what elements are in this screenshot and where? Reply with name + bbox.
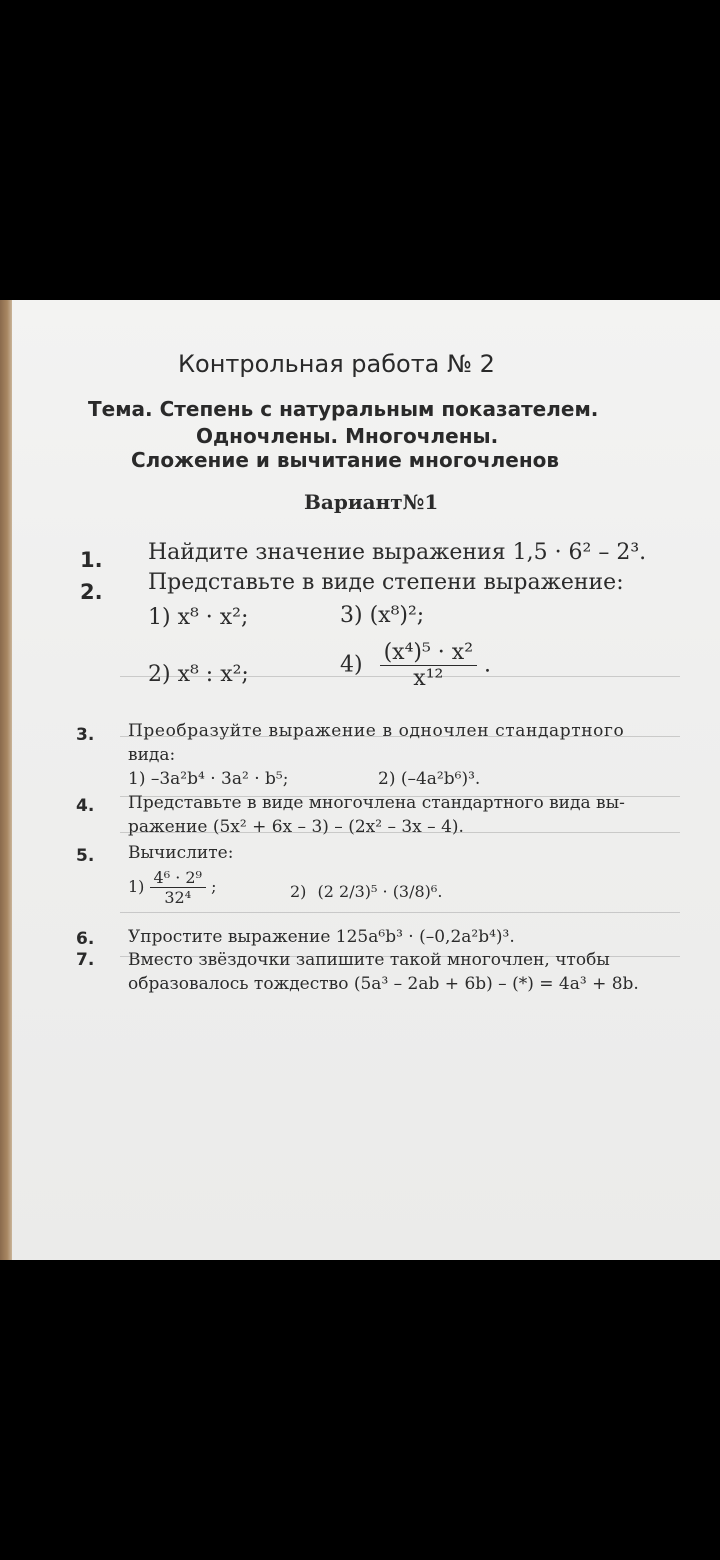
fraction-denominator: 32⁴ xyxy=(164,888,192,907)
task-2-item-2: 2) x⁸ : x²; xyxy=(148,662,249,687)
task-1-number: 1. xyxy=(80,548,103,572)
task-2-item-1: 1) x⁸ · x²; xyxy=(148,605,249,630)
task-2-item-3: 3) (x⁸)²; xyxy=(340,603,425,628)
topic-line-1: Тема. Степень с натуральным показателем. xyxy=(88,397,599,421)
task-2-item-4: 4) $\frac{\text{(x⁴)⁵ · x²}}{\text{x¹²}}$ . xyxy=(340,640,492,691)
task-7-line-2: образовалось тождество (5a³ – 2ab + 6b) – (*) = 4a³ + 8b. xyxy=(128,974,639,994)
task-5-item-2 xyxy=(290,882,442,901)
task-2-number: 2. xyxy=(80,580,103,604)
task-5-number: 5. xyxy=(76,846,95,866)
task-3-item-2: 2) (–4a²b⁶)³. xyxy=(378,769,481,789)
fraction-numerator: 4⁶ · 2⁹ xyxy=(150,868,206,888)
fraction-denominator: x¹² xyxy=(413,666,444,691)
topic-line-3: Сложение и вычитание многочленов xyxy=(131,448,560,472)
task-5-item-2-expression: (2 2/3)⁵ · (3/8)⁶. xyxy=(317,882,443,901)
task-5-item-2-label: 2) xyxy=(290,882,307,901)
task-3-line-2: вида: xyxy=(128,745,176,765)
task-2-item-4-label: 4) xyxy=(340,652,363,678)
task-5-item-1-label: 1) xyxy=(128,877,145,896)
task-3-line-1: Преобразуйте выражение в одночлен стандартного xyxy=(128,721,625,741)
fraction-numerator: (x⁴)⁵ · x² xyxy=(380,640,477,666)
task-6-number: 6. xyxy=(76,929,95,949)
task-5-text: Вычислите: xyxy=(128,843,234,863)
task-5-item-1: 1) $\frac{\text{4⁶ · 2⁹}}{\text{32⁴}}$ ; xyxy=(128,868,217,907)
task-4-number: 4. xyxy=(76,796,95,816)
task-4-line-1: Представьте в виде многочлена стандартного вида вы- xyxy=(128,793,625,813)
paper-sheet xyxy=(0,300,720,1260)
task-1-text: Найдите значение выражения 1,5 · 6² – 2³. xyxy=(148,540,647,565)
task-3-item-1: 1) –3a²b⁴ · 3a² · b⁵; xyxy=(128,769,289,789)
topic-line-2: Одночлены. Многочлены. xyxy=(196,424,499,448)
variant-heading: Вариант№1 xyxy=(304,490,439,514)
table-edge xyxy=(0,300,12,1260)
doc-title: Контрольная работа № 2 xyxy=(178,350,495,378)
task-5-item-1-fraction xyxy=(150,868,206,907)
task-3-number: 3. xyxy=(76,725,95,745)
task-2-item-4-fraction xyxy=(380,640,477,691)
task-2-text: Представьте в виде степени выражение: xyxy=(148,570,624,595)
task-6-text: Упростите выражение 125a⁶b³ · (–0,2a²b⁴)³. xyxy=(128,927,515,947)
task-7-line-1: Вместо звёздочки запишите такой многочлен, чтобы xyxy=(128,950,610,970)
task-4-line-2: ражение (5x² + 6x – 3) – (2x² – 3x – 4). xyxy=(128,817,464,837)
task-7-number: 7. xyxy=(76,950,95,970)
